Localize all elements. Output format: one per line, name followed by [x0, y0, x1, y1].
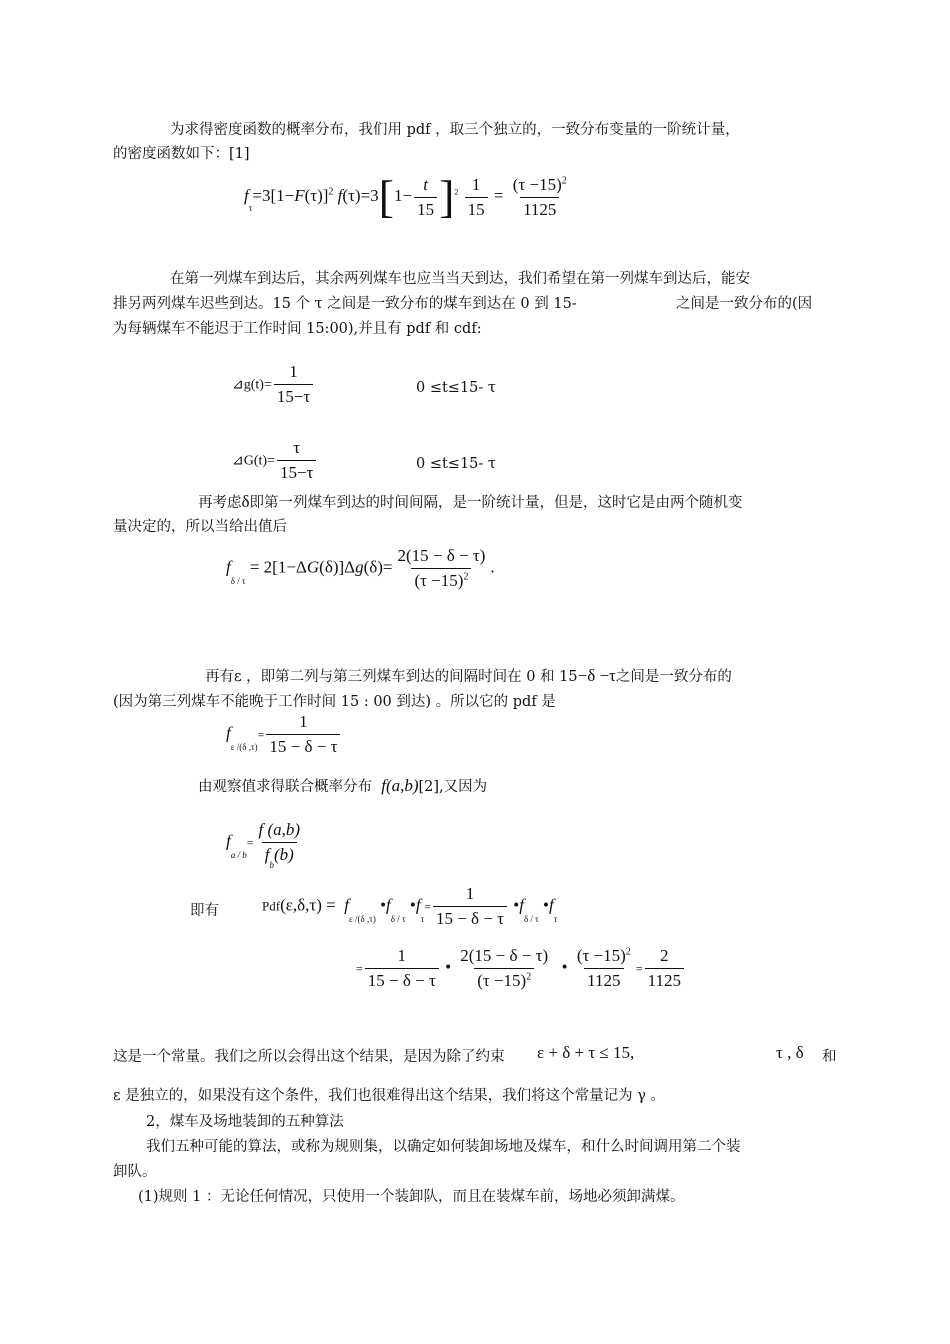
para4-line2: (因为第三列煤车不能晚于工作时间 15 : 00 到达) 。所以它的 pdf 是	[113, 694, 556, 710]
para4-line1: 再有ε ，即第二列与第三列煤车到达的间隔时间在 0 和 15−δ −τ之间是一致分布的	[205, 666, 732, 685]
equation-f-epsilon: $f_{\varepsilon /(\delta ,\tau)}=$ $\frac{1}{15 - \delta - \tau}$	[226, 712, 342, 757]
equation-f-tau: $f_\tau=3[1-F(\tau)]^2$ f(τ)=3[1− $\frac{t}{15}$ ]$^2$ $\frac{1}{15}$ = $\frac{(\tau -15)^2}{1125}$	[244, 171, 567, 222]
para1-line1: 为求得密度函数的概率分布，我们用 pdf ，取三个独立的，一致分布变量的一阶统计量，	[170, 122, 740, 138]
para2-line3: 为每辆煤车不能迟于工作时间 15:00),并且有 pdf 和 cdf:	[113, 321, 482, 337]
para5-line: 由观察值求得联合概率分布 f(a,b)[2],又因为	[198, 776, 488, 795]
para6-line1a: 这是一个常量。我们之所以会得出这个结果，是因为除了约束	[113, 1049, 505, 1065]
range-g-t: 0 ≤t≤15- τ	[416, 380, 496, 396]
equation-g-t: ⊿g(t)= $\frac{1}{15-\tau}$	[232, 362, 315, 407]
section-heading: 2，煤车及场地装卸的五种算法	[146, 1114, 344, 1130]
equation-pdf: $Pdf(\varepsilon,\delta,\tau) = f_{\varepsilon /(\delta ,\tau)}$ $•f_{\delta / \tau}$ $•f_\tau=$ $\frac{1}{15 - \delta - \tau}$ $•f_{\delta / \tau}$ $•f_\tau$	[262, 884, 558, 928]
range-G-t: 0 ≤t≤15- τ	[416, 456, 496, 472]
rule-1: (1)规则 1 ：无论任何情况，只使用一个装卸队，而且在装煤车前，场地必须卸满煤。	[138, 1189, 685, 1205]
word-he: 和	[822, 1049, 837, 1065]
para6-line2: ε 是独立的，如果没有这个条件，我们也很难得出这个结果，我们将这个常量记为 γ 。	[113, 1088, 666, 1104]
para2-line2b: 之间是一致分布的(因	[676, 296, 813, 312]
equation-G-t: ⊿G(t)= $\frac{\tau}{15-\tau}$	[232, 438, 318, 483]
constraint-expression: ε + δ + τ ≤ 15,	[537, 1043, 635, 1062]
para2-line2a: 排另两列煤车迟些到达。15 个 τ 之间是一致分布的煤车到达在 0 到 15-	[113, 296, 577, 312]
para3-line2: 量决定的，所以当给出值后	[113, 519, 287, 535]
label-jiyou: 即有	[190, 903, 219, 919]
section-body-line2: 卸队。	[113, 1164, 157, 1180]
para3-line1: 再考虑δ即第一列煤车到达的时间间隔，是一阶统计量，但是，这时它是由两个随机变	[198, 492, 743, 511]
tau-delta: τ , δ	[776, 1043, 804, 1062]
equation-f-a-b: $f_{a / b}=$ $\frac{f (a,b)}{f_b(b)}$	[226, 820, 301, 870]
para2-line1: 在第一列煤车到达后，其余两列煤车也应当当天到达，我们希望在第一列煤车到达后，能安	[170, 271, 750, 287]
equation-f-delta-tau: $f_{\delta / \tau} = 2[1-\Delta G(\delta)]\Delta g(\delta)=$ $\frac{2(15 - \delta - \tau)}{(\tau -15)^2}$ .	[226, 546, 495, 590]
equation-result: = $\frac{1}{15 - \delta - \tau}$ • $\frac{2(15 - \delta - \tau)}{(\tau -15)^2}$ • $\frac{(\tau -15)^2}{1125}$ = $\frac{2}{1125}$	[356, 946, 686, 991]
para1-line2: 的密度函数如下：[1]	[113, 146, 250, 162]
section-body-line1: 我们五种可能的算法，或称为规则集，以确定如何装卸场地及煤车，和什么时间调用第二个装	[146, 1139, 741, 1155]
